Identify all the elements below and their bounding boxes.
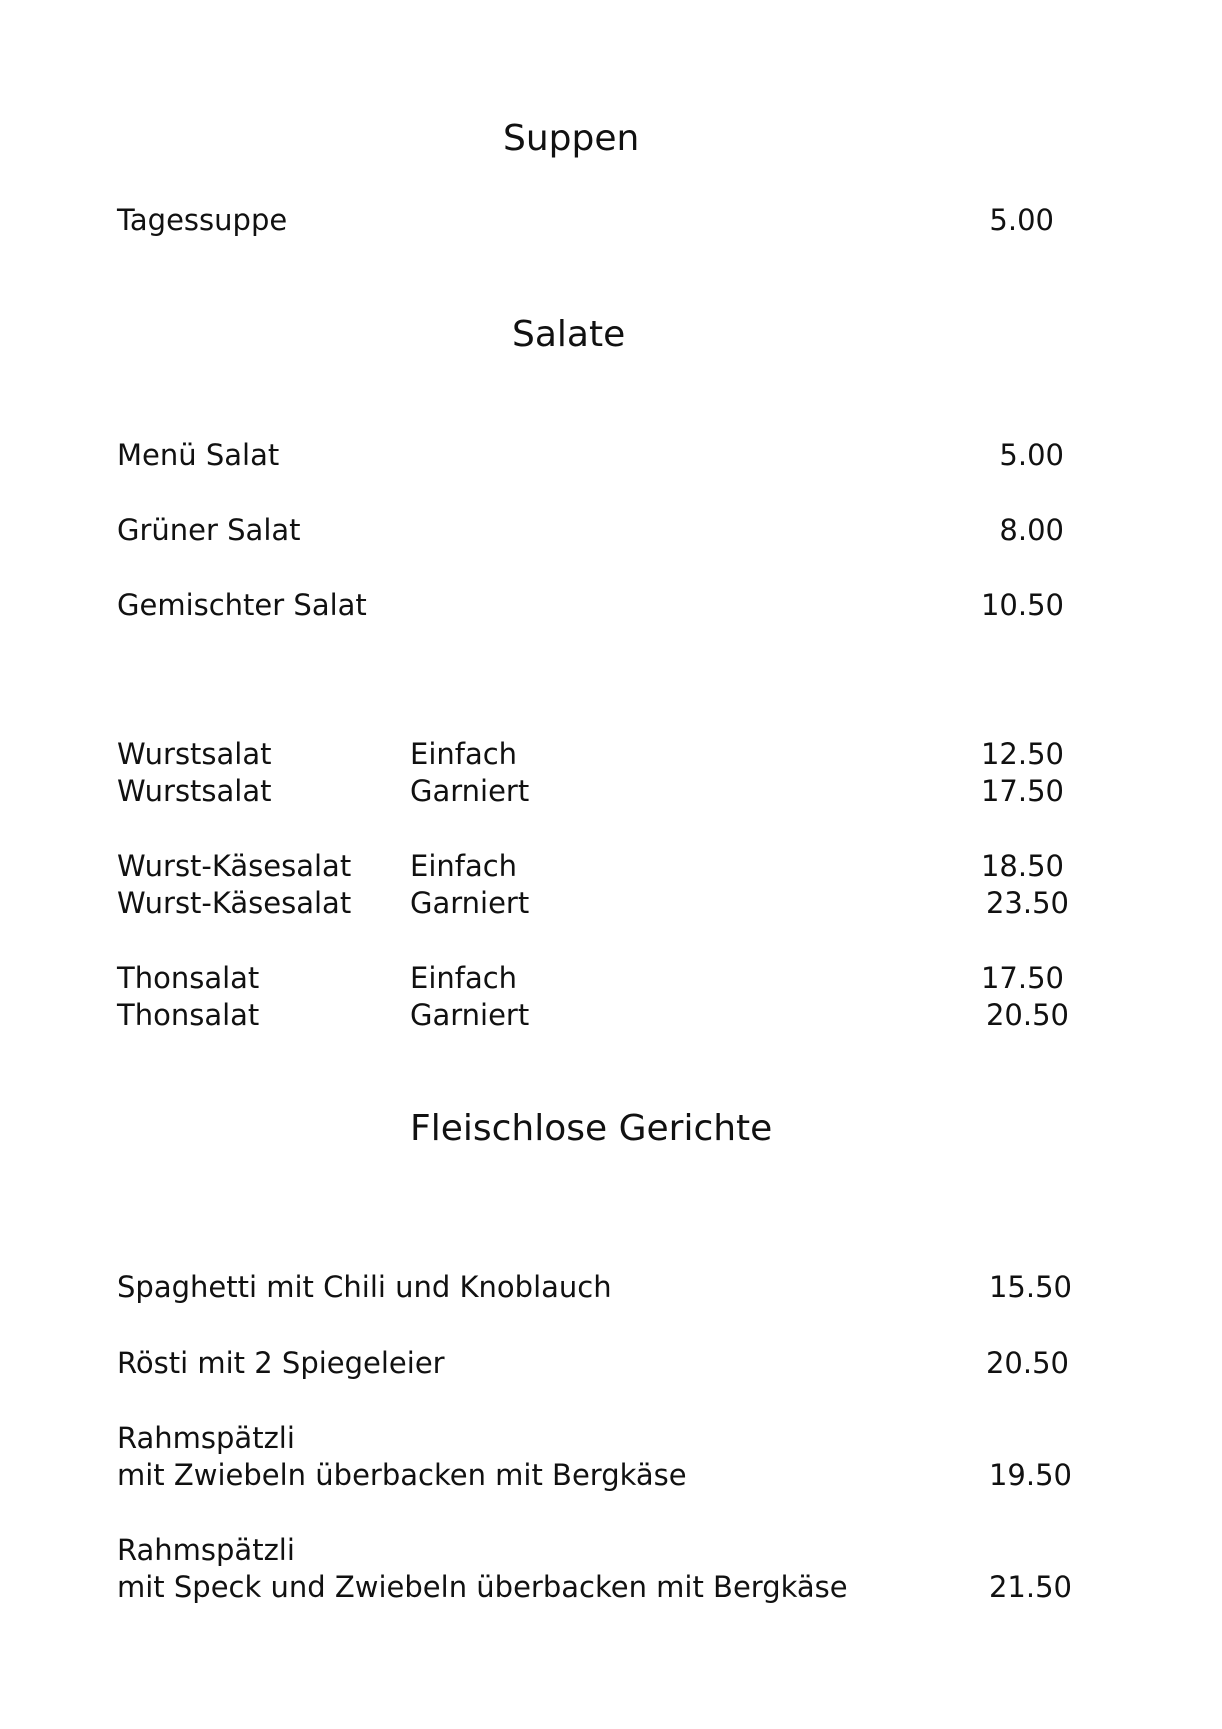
- menu-item-price: 5.00: [989, 203, 1054, 237]
- menu-item-price: 10.50: [980, 588, 1064, 622]
- menu-item-price: 5.00: [999, 438, 1064, 472]
- menu-item-name: Thonsalat: [117, 961, 260, 995]
- menu-item-name: Grüner Salat: [117, 513, 301, 547]
- section-heading-salate: Salate: [512, 314, 626, 355]
- menu-item-name: Gemischter Salat: [117, 588, 367, 622]
- menu-item-name: Thonsalat: [117, 998, 260, 1032]
- menu-item-price: 21.50: [988, 1570, 1072, 1604]
- menu-item-price: 15.50: [988, 1270, 1072, 1304]
- section-heading-suppen: Suppen: [503, 118, 640, 159]
- menu-item-name: Wurst-Käsesalat: [117, 849, 352, 883]
- menu-item-name: Wurstsalat: [117, 774, 272, 808]
- menu-item-name: Rahmspätzli: [117, 1533, 295, 1567]
- menu-item-price: 8.00: [999, 513, 1064, 547]
- menu-item-price: 17.50: [980, 961, 1064, 995]
- menu-item-variant: Garniert: [410, 886, 530, 920]
- menu-item-name: Tagessuppe: [117, 203, 288, 237]
- menu-item-description: mit Speck und Zwiebeln überbacken mit Bergkäse: [117, 1570, 848, 1604]
- menu-item-name: Rahmspätzli: [117, 1421, 295, 1455]
- menu-item-name: Wurstsalat: [117, 737, 272, 771]
- menu-item-price: 18.50: [980, 849, 1064, 883]
- menu-item-price: 20.50: [985, 1346, 1069, 1380]
- menu-item-variant: Garniert: [410, 774, 530, 808]
- menu-item-variant: Einfach: [410, 849, 518, 883]
- menu-item-name: Wurst-Käsesalat: [117, 886, 352, 920]
- menu-item-variant: Einfach: [410, 737, 518, 771]
- menu-item-price: 17.50: [980, 774, 1064, 808]
- menu-item-variant: Einfach: [410, 961, 518, 995]
- menu-item-name: Menü Salat: [117, 438, 280, 472]
- menu-item-description: mit Zwiebeln überbacken mit Bergkäse: [117, 1458, 687, 1492]
- menu-item-name: Spaghetti mit Chili und Knoblauch: [117, 1270, 612, 1304]
- menu-item-price: 20.50: [985, 998, 1069, 1032]
- menu-item-variant: Garniert: [410, 998, 530, 1032]
- section-heading-fleischlose-gerichte: Fleischlose Gerichte: [410, 1108, 773, 1149]
- menu-item-price: 12.50: [980, 737, 1064, 771]
- menu-item-price: 19.50: [988, 1458, 1072, 1492]
- menu-item-price: 23.50: [985, 886, 1069, 920]
- menu-item-name: Rösti mit 2 Spiegeleier: [117, 1346, 445, 1380]
